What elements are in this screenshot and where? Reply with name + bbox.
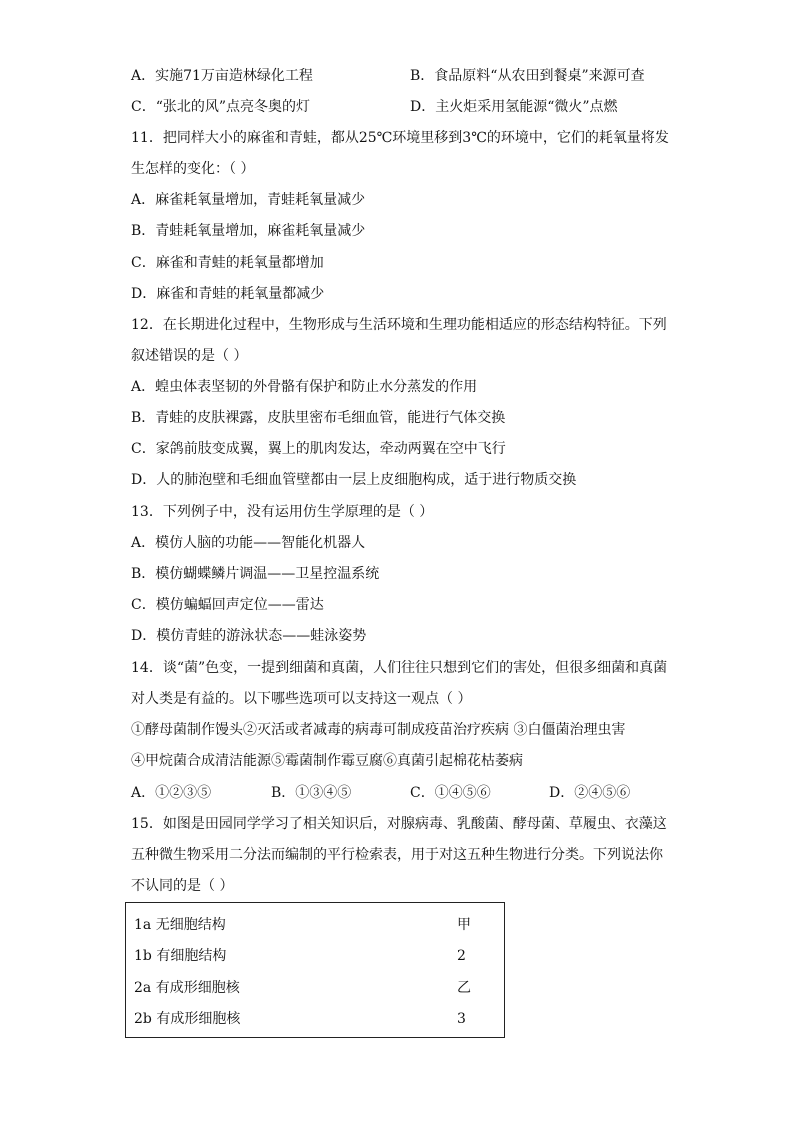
question-12-option-d: D．人的肺泡壁和毛细血管壁都由一层上皮细胞构成，适于进行物质交换: [131, 472, 577, 488]
question-13-option-a: A．模仿人脑的功能——智能化机器人: [131, 535, 366, 551]
question-14-option-a: A．①②③⑤: [131, 785, 212, 801]
option-a: A．实施71万亩造林绿化工程: [131, 68, 313, 84]
question-12-option-c: C．家鸽前肢变成翼，翼上的肌肉发达，牵动两翼在空中飞行: [131, 441, 506, 457]
question-12-option-a: A．蝗虫体表坚韧的外骨骼有保护和防止水分蒸发的作用: [131, 379, 478, 395]
key-row-label: 1b 有细胞结构: [134, 948, 227, 964]
key-row: [126, 978, 504, 998]
key-row: [126, 915, 504, 935]
question-11-stem-line2: 生怎样的变化：（ ）: [131, 161, 255, 177]
option-b: B．食品原料“从农田到餐桌”来源可查: [410, 68, 645, 84]
question-14-stem-line1: 14．谈“菌”色变，一提到细菌和真菌，人们往往只想到它们的害处，但很多细菌和真菌: [131, 660, 668, 676]
option-d: D．主火炬采用氢能源“微火”点燃: [410, 99, 618, 115]
question-15-stem-line3: 不认同的是（ ）: [131, 878, 234, 894]
key-row-value: 乙: [457, 980, 471, 996]
key-row-label: 1a 无细胞结构: [134, 917, 226, 933]
question-14-items-line2: ④甲烷菌合成清洁能源⑤霉菌制作霉豆腐⑥真菌引起棉花枯萎病: [131, 753, 523, 769]
key-row: [126, 946, 504, 966]
question-15-stem-line1: 15．如图是田园同学学习了相关知识后，对腺病毒、乳酸菌、酵母菌、草履虫、衣藻这: [131, 816, 667, 832]
key-row-value: 甲: [457, 917, 471, 933]
question-14-option-b: B．①③④⑤: [271, 785, 352, 801]
question-13-option-b: B．模仿蝴蝶鳞片调温——卫星控温系统: [131, 566, 380, 582]
key-row-value: 2: [457, 948, 466, 964]
question-13-option-d: D．模仿青蛙的游泳状态——蛙泳姿势: [131, 628, 367, 644]
question-11-option-d: D．麻雀和青蛙的耗氧量都减少: [131, 286, 325, 302]
question-14-option-c: C．①④⑤⑥: [410, 785, 491, 801]
question-11-option-b: B．青蛙耗氧量增加，麻雀耗氧量减少: [131, 223, 366, 239]
question-13-stem: 13．下列例子中，没有运用仿生学原理的是（ ）: [131, 504, 434, 520]
question-11-option-c: C．麻雀和青蛙的耗氧量都增加: [131, 255, 324, 271]
key-row-label: 2a 有成形细胞核: [134, 980, 240, 996]
question-12-stem-line2: 叙述错误的是（ ）: [131, 348, 248, 364]
question-12-option-b: B．青蛙的皮肤裸露，皮肤里密布毛细血管，能进行气体交换: [131, 410, 506, 426]
key-row: [126, 1009, 504, 1029]
question-11-option-a: A．麻雀耗氧量增加，青蛙耗氧量减少: [131, 192, 366, 208]
question-14-stem-line2: 对人类是有益的。以下哪些选项可以支持这一观点（ ）: [131, 691, 472, 707]
question-14-items-line1: ①酵母菌制作馒头②灭活或者减毒的病毒可制成疫苗治疗疾病 ③白僵菌治理虫害: [131, 722, 626, 738]
key-row-label: 2b 有成形细胞核: [134, 1011, 241, 1027]
question-12-stem-line1: 12．在长期进化过程中，生物形成与生活环境和生理功能相适应的形态结构特征。下列: [131, 317, 667, 333]
dichotomous-key-table: [125, 902, 505, 1038]
option-c: C．“张北的风”点亮冬奥的灯: [131, 99, 311, 115]
question-14-option-d: D．②④⑤⑥: [549, 785, 631, 801]
key-row-value: 3: [457, 1011, 466, 1027]
question-11-stem-line1: 11．把同样大小的麻雀和青蛙，都从25℃环境里移到3℃的环境中，它们的耗氧量将发: [131, 130, 669, 146]
question-15-stem-line2: 五种微生物采用二分法而编制的平行检索表，用于对这五种生物进行分类。下列说法你: [131, 847, 663, 863]
question-13-option-c: C．模仿蝙蝠回声定位——雷达: [131, 597, 324, 613]
